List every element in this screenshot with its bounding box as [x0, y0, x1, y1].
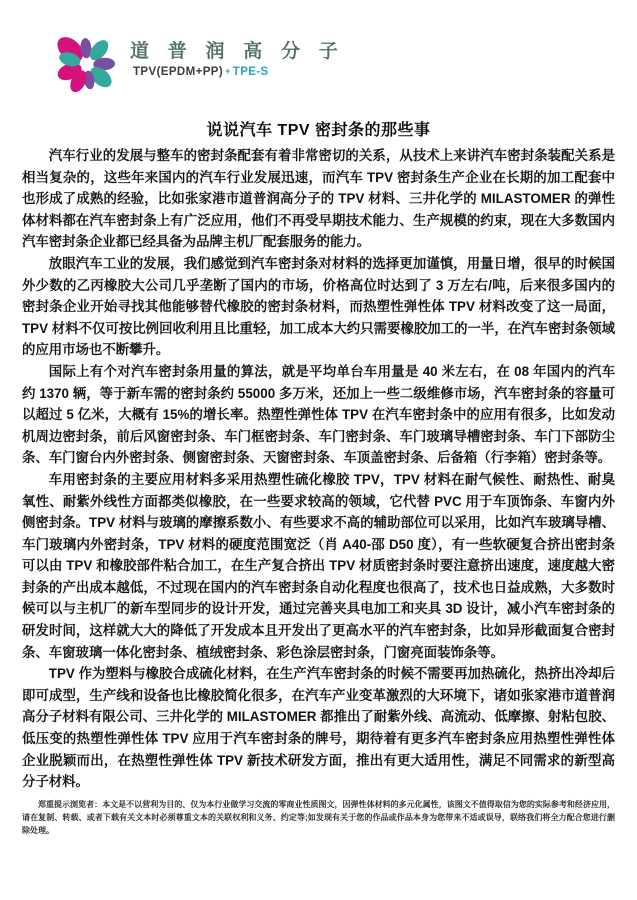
- disclaimer-text: 郑重提示浏览者：本文是不以营利为目的、仅为本行业做学习交流的零商业性质图文，因弹性体材料的多元化属性，该图文不值得取信为您的实际参考和经济应用，请在复制、转载、或者下载有关文本时必须尊重文本的关联权利和义务、约定等;如发现有关于您的作品或作品本身为您带来不适或误导，联络我们将全力配合您进行删除处理。: [22, 799, 615, 835]
- article-title: 说说汽车 TPV 密封条的那些事: [206, 122, 431, 139]
- paragraph-1: 汽车行业的发展与整车的密封条配套有着非常密切的关系，从技术上来讲汽车密封条装配关系是相当复杂的，这些年来国内的汽车行业发展迅速，而汽车 TPV 密封条生产企业在长期的加工配套中也形成了成熟的经验，比如张家港市道普润高分子的 TPV 材料、三井化学的 MILASTOMER 的弹性体材料都在汽车密封条上有广泛应用，他们不再受早期技术能力、生产规模的约束，现在大多数国内汽车密封条企业都已经具备为品牌主机厂配套服务的能力。: [22, 148, 615, 250]
- brand-subtitle-separator: +: [225, 66, 231, 76]
- brand-subtitle-main: TPV(EPDM+PP): [133, 66, 224, 78]
- paragraph-4: 车用密封条的主要应用材料多采用热塑性硫化橡胶 TPV，TPV 材料在耐气候性、耐热性、耐臭氧性、耐紫外线性方面都类似橡胶，在一些要求较高的领域，它代替 PVC 用于车顶饰条、车窗内外侧密封条。TPV 材料与玻璃的摩擦系数小、有些要求不高的辅助部位可以采用，比如汽车玻璃导槽、车门玻璃内外密封条，TPV 材料的硬度范围宽泛（肖 A40-邵 D50 度），有一些软硬复合挤出密封条可以由 TPV 和橡胶部件粘合加工，在生产复合挤出 TPV 材质密封条时要注意挤出速度，速度越大密封条的产出成本越低，不过现在国内的汽车密封条自动化程度也很高了，技术也日益成熟，大多数时候可以与主机厂的新车型同步的设计开发，通过完善夹具电加工和夹具 3D 设计，减小汽车密封条的研发时间，这样就大大的降低了开发成本且开发出了更高水平的汽车密封条，比如异形截面复合密封条、车窗玻璃一体化密封条、植绒密封条、彩色涂层密封条，门窗亮面装饰条等。: [22, 471, 615, 660]
- paragraph-2: 放眼汽车工业的发展，我们感觉到汽车密封条对材料的选择更加谨慎，用量日增，很早的时候国外少数的乙丙橡胶大公司几乎垄断了国内的市场，价格高位时达到了 3 万左右/吨，后来很多国内的密封条企业开始寻找其他能够替代橡胶的密封条材料，而热塑性弹性体 TPV 材料改变了这一局面，TPV 材料不仅可按比例回收利用且比重轻，加工成本大约只需要橡胶加工的一半，在汽车密封条领域的应用市场也不断攀升。: [22, 255, 615, 358]
- paragraph-3: 国际上有个对汽车密封条用量的算法，就是平均单台车用量是 40 米左右，在 08 年国内的汽车约 1370 辆，等于新车需的密封条约 55000 多万米，还加上一些二级维修市场，汽车密封条的容量可以超过 5 亿米，大概有 15%的增长率。热塑性弹性体 TPV 在汽车密封条中的应用有很多，比如发动机周边密封条，前后风窗密封条、车门框密封条、车门密封条、车门玻璃导槽密封条、车门下部防尘条、车门窗台内外密封条、侧窗密封条、天窗密封条、车顶盖密封条、后备箱（行李箱）密封条等。: [22, 363, 615, 466]
- brand-subtitle-accent: TPE-S: [232, 66, 269, 78]
- article-body: [0, 145, 637, 837]
- paragraph-5: TPV 作为塑料与橡胶合成硫化材料，在生产汽车密封条的时候不需要再加热硫化，热挤出冷却后即可成型，生产线和设备也比橡胶简化很多，在汽车产业变革激烈的大环境下，诸如张家港市道普润高分子材料有限公司、三井化学的 MILASTOMER 都推出了耐紫外线、高流动、低摩擦、射粘包胶、低压变的热塑性弹性体 TPV 应用于汽车密封条的牌号，期待着有更多汽车密封条应用热塑性弹性体企业脱颖而出，在热塑性弹性体 TPV 新技术研发方面，推出有更大适用性，满足不同需求的新型高分子材料。: [22, 666, 615, 790]
- brand-text-block: [130, 24, 345, 78]
- brand-name: 道 普 润 高 分 子: [130, 41, 345, 62]
- brand-header: [46, 24, 637, 102]
- brand-subtitle: [130, 66, 345, 78]
- brand-logo-flower-icon: [46, 24, 128, 102]
